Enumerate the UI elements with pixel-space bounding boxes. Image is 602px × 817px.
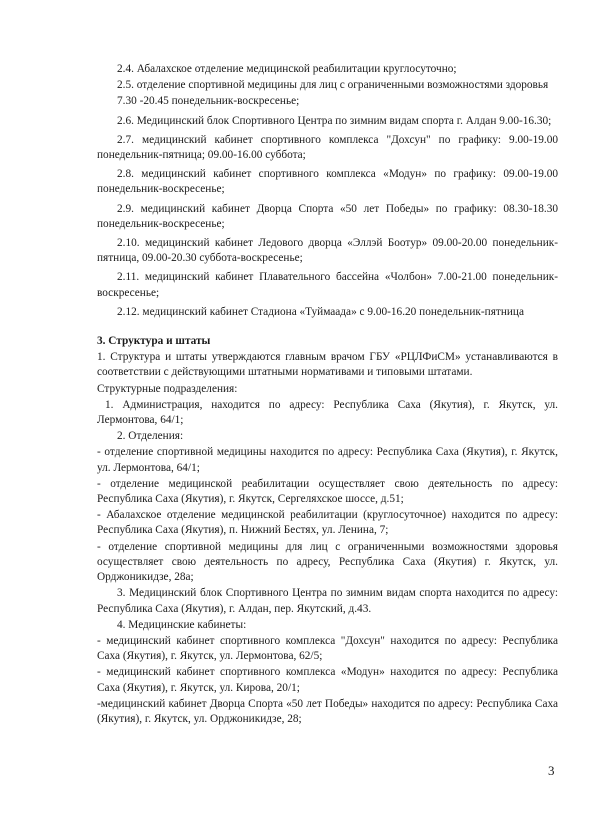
list-item: 2.11. медицинский кабинет Плавательного бассейна «Чолбон» 7.00-21.00 понедельник- воскресенье; (97, 271, 558, 299)
list-item: 7.30 -20.45 понедельник-воскресенье; (117, 95, 300, 108)
cabinet-item: - медицинский кабинет спортивного комплекса "Дохсун" находится по адресу: Республика Саха (Якутия), г. Якутск, ул. Лермонтова, 62/5; (97, 634, 558, 663)
departments-label: 2. Отделения: (117, 430, 184, 443)
cabinet-item: - медицинский кабинет спортивного комплекса «Модун» находится по адресу: Республика Саха (Якутия), г. Якутск, ул. Кирова, 20/1; (97, 666, 558, 694)
page-number: 3 (548, 763, 555, 778)
department-item: - отделение спортивной медицины для лиц с ограниченными возможностями здоровья осуществляет свою деятельность по адресу, Республика Саха (Якутия) г. Якутск, ул. Орджоникидзе, 28а; (97, 540, 558, 584)
med-block-paragraph: 3. Медицинский блок Спортивного Центра по зимним видам спорта находится по адресу: Республика Саха (Якутия), г. Алдан, пер. Якутский, д.43. (97, 587, 558, 615)
list-item: 2.12. медицинский кабинет Стадиона «Туймаада» с 9.00-16.20 понедельник-пятница (117, 305, 524, 318)
subdivisions-label: Структурные подразделения: (97, 382, 238, 395)
department-item: - отделение медицинской реабилитации осуществляет свою деятельность по адресу: Республика Саха (Якутия), г. Якутск, Сергеляхское шоссе, д.51; (97, 477, 558, 506)
list-item: 2.10. медицинский кабинет Ледового дворца «Эллэй Боотур» 09.00-20.00 понедельник-пятница, 09.00-20.30 суббота-воскресенье; (97, 237, 558, 265)
list-item: 2.4. Абалахское отделение медицинской реабилитации круглосуточно; (117, 63, 457, 75)
page-content (97, 62, 558, 728)
admin-paragraph: 1. Администрация, находится по адресу: Республика Саха (Якутия), г. Якутск, ул. Лермонтова, 64/1; (97, 398, 558, 427)
cabinet-item: -медицинский кабинет Дворца Спорта «50 лет Победы» находится по адресу: Республика Саха (Якутия), г. Якутск, ул. Орджоникидзе, 28; (97, 697, 558, 725)
department-item: - отделение спортивной медицины находится по адресу: Республика Саха (Якутия), г. Якутск, ул. Лермонтова, 64/1; (97, 446, 558, 474)
section-heading: 3. Структура и штаты (97, 335, 211, 348)
list-item: 2.7. медицинский кабинет спортивного комплекса "Дохсун" по графику: 9.00-19.00 понедельник-пятница; 09.00-16.00 суббота; (97, 133, 558, 162)
list-item: 2.6. Медицинский блок Спортивного Центра по зимним видам спорта г. Алдан 9.00-16.30; (117, 114, 552, 127)
section-intro: 1. Структура и штаты утверждаются главным врачом ГБУ «РЦЛФиСМ» устанавливаются в соответствии с действующими штатными нормативами и типовыми штатами. (97, 351, 558, 379)
list-item: 2.8. медицинский кабинет спортивного комплекса «Модун» по графику: 09.00-19.00 понедельник-воскресенье; (97, 168, 558, 196)
department-item: - Абалахское отделение медицинской реабилитации (круглосуточное) находится по адресу: Республика Саха (Якутия), п. Нижний Бестях, ул. Ленина, 7; (97, 509, 558, 537)
list-item: 2.9. медицинский кабинет Дворца Спорта «50 лет Победы» по графику: 08.30-18.30 понедельник-воскресенье; (97, 202, 558, 230)
list-item: 2.5. отделение спортивной медицины для лиц с ограниченными возможностями здоровья (117, 79, 549, 92)
cabinets-label: 4. Медицинские кабинеты: (117, 618, 247, 631)
